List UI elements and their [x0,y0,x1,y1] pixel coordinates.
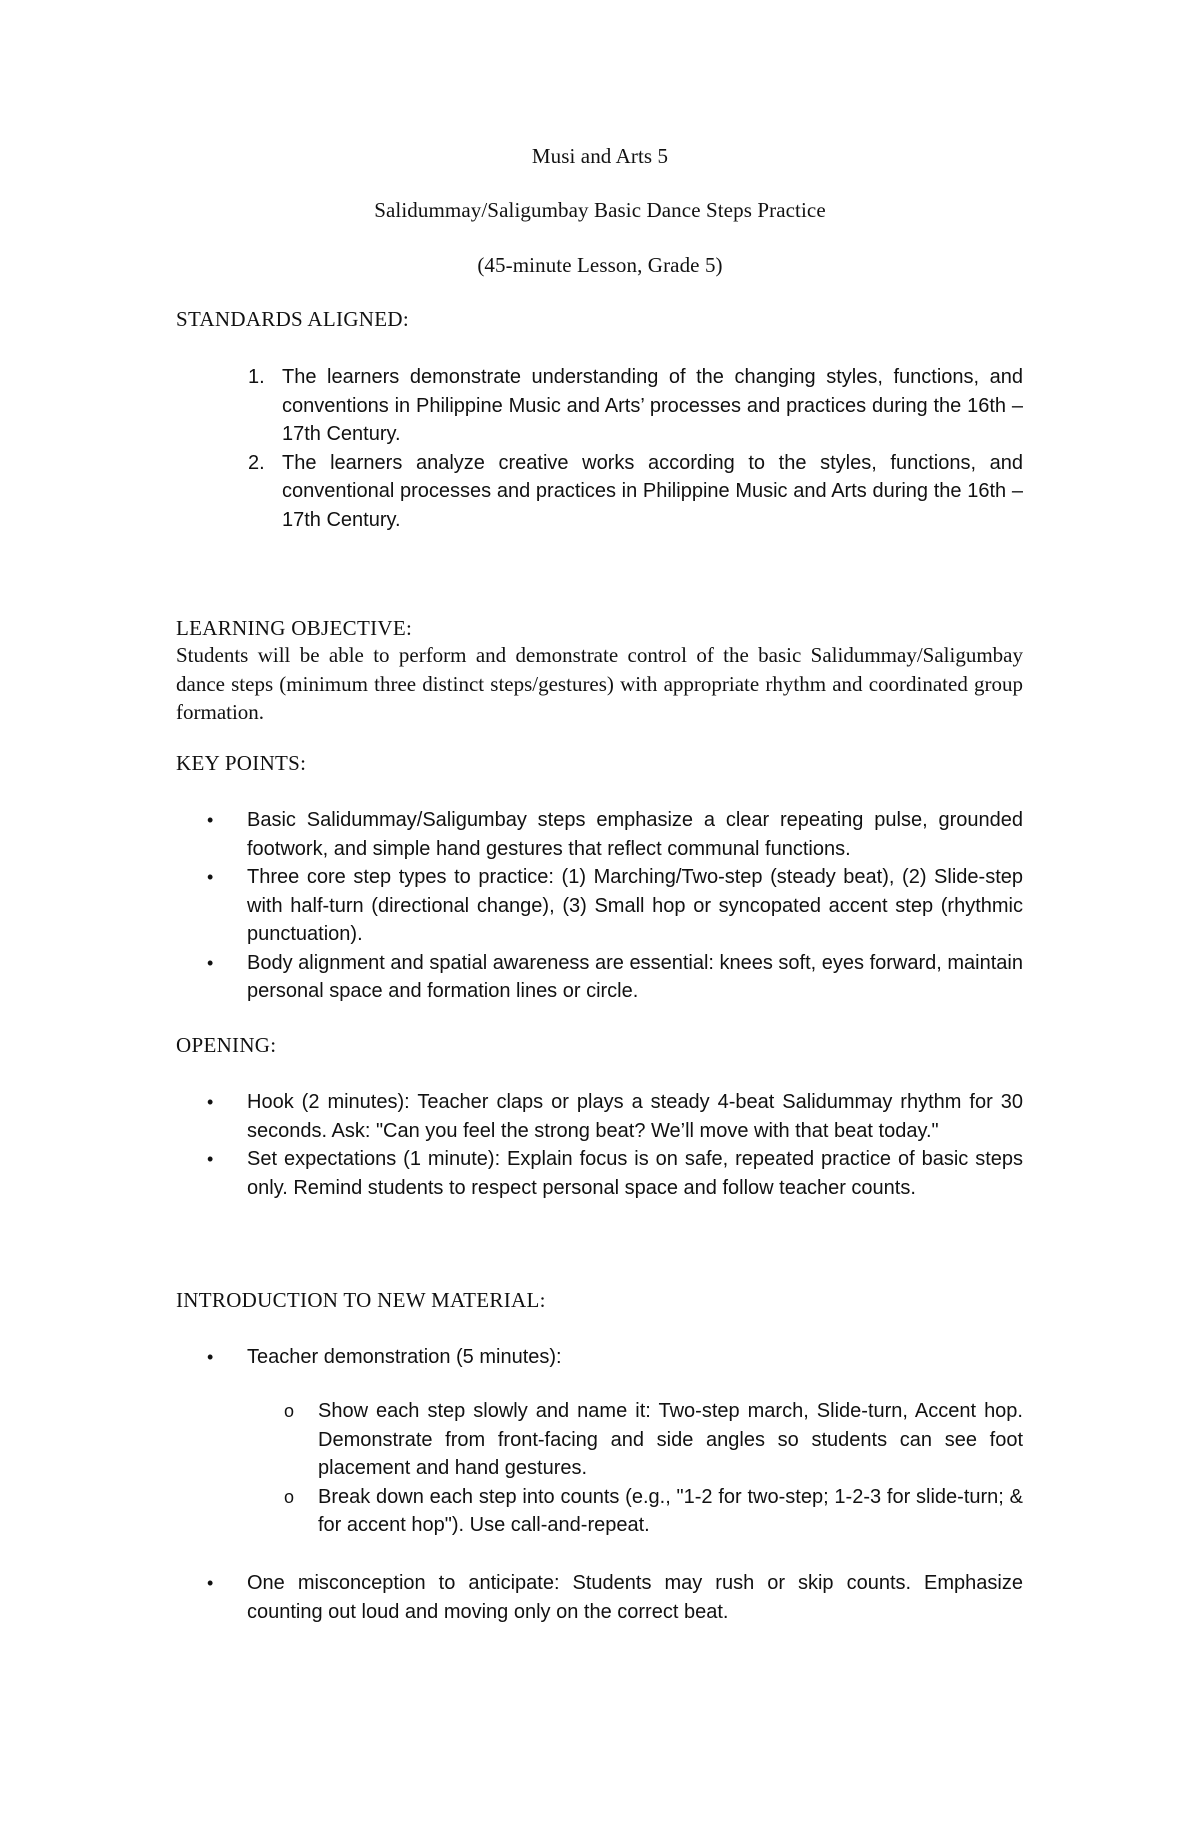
course-title: Musi and Arts 5 [531,144,669,168]
key-points-list [207,806,1023,1006]
standard-text: The learners demonstrate understanding of the changing styles, functions, and conventions in Philippine Music and Arts’ processes and practices during the 16th – 17th Century. [282,366,1023,445]
demo-sub-item [284,1483,1023,1540]
bullet-icon: • [207,1149,214,1169]
opening-heading: OPENING: [176,1033,277,1057]
bullet-icon: • [207,952,214,973]
standard-text: The learners analyze creative works according to the styles, functions, and conventional processes and practices in Philippine Music and Arts during the 16th – 17th Century. [282,451,1023,531]
introduction-heading: INTRODUCTION TO NEW MATERIAL: [176,1288,546,1312]
bullet-icon: • [207,1347,214,1367]
bullet-icon: • [207,1573,214,1593]
key-point-item [207,863,1023,949]
sub-bullet-icon: o [284,1486,295,1507]
standard-item [248,449,1023,535]
demo-sub-text: Show each step slowly and name it: Two-step march, Slide-turn, Accent hop. Demonstrate from front-facing and side angles so students can see foot placement and hand gestures. [318,1400,1023,1479]
misconception-list [207,1569,1023,1626]
demo-sub-list [284,1397,1023,1540]
opening-list [207,1088,1023,1202]
objective-heading: LEARNING OBJECTIVE: [176,616,413,640]
opening-item [207,1145,1023,1202]
bullet-icon: • [207,1092,214,1112]
standards-list [248,363,1023,534]
bullet-icon: • [207,867,214,887]
key-point-text: Body alignment and spatial awareness are essential: knees soft, eyes forward, maintain personal space and formation lines or circle. [247,951,1023,1002]
bullet-icon: • [207,810,214,830]
objective-text: Students will be able to perform and demonstrate control of the basic Salidummay/Saligumbay dance steps (minimum three distinct steps/gestures) with appropriate rhythm and coordinated group formation. [176,643,1023,724]
opening-text: Hook (2 minutes): Teacher claps or plays a steady 4-beat Salidummay rhythm for 30 seconds. Ask: "Can you feel the strong beat? We’ll move with that beat today." [247,1091,1023,1142]
standard-number: 1. [248,366,265,388]
lesson-title: Salidummay/Saligumbay Basic Dance Steps Practice [374,198,826,222]
introduction-list [207,1343,1023,1372]
key-points-heading: KEY POINTS: [176,751,307,775]
demo-sub-text: Break down each step into counts (e.g., "1-2 for two-step; 1-2-3 for slide-turn; & for accent hop"). Use call-and-repeat. [318,1485,1023,1536]
key-point-text: Three core step types to practice: (1) Marching/Two-step (steady beat), (2) Slide-step with half-turn (directional change), (3) Small hop or syncopated accent step (rhythmic punctuation). [247,866,1023,945]
sub-bullet-icon: o [284,1401,295,1421]
opening-text: Set expectations (1 minute): Explain focus is on safe, repeated practice of basic steps only. Remind students to respect personal space and follow teacher counts. [247,1148,1023,1199]
standard-number: 2. [248,451,265,474]
misconception-item [207,1569,1023,1626]
demo-item [207,1343,1023,1372]
standards-heading: STANDARDS ALIGNED: [176,307,409,331]
demo-sub-item [284,1397,1023,1483]
demo-text: Teacher demonstration (5 minutes): [247,1346,562,1368]
key-point-text: Basic Salidummay/Saligumbay steps emphasize a clear repeating pulse, grounded footwork, and simple hand gestures that reflect communal functions. [247,809,1023,860]
lesson-meta: (45-minute Lesson, Grade 5) [477,253,723,277]
opening-item [207,1088,1023,1145]
misconception-text: One misconception to anticipate: Students may rush or skip counts. Emphasize counting out loud and moving only on the correct beat. [247,1572,1023,1623]
standard-item [248,363,1023,449]
key-point-item [207,949,1023,1006]
key-point-item [207,806,1023,863]
